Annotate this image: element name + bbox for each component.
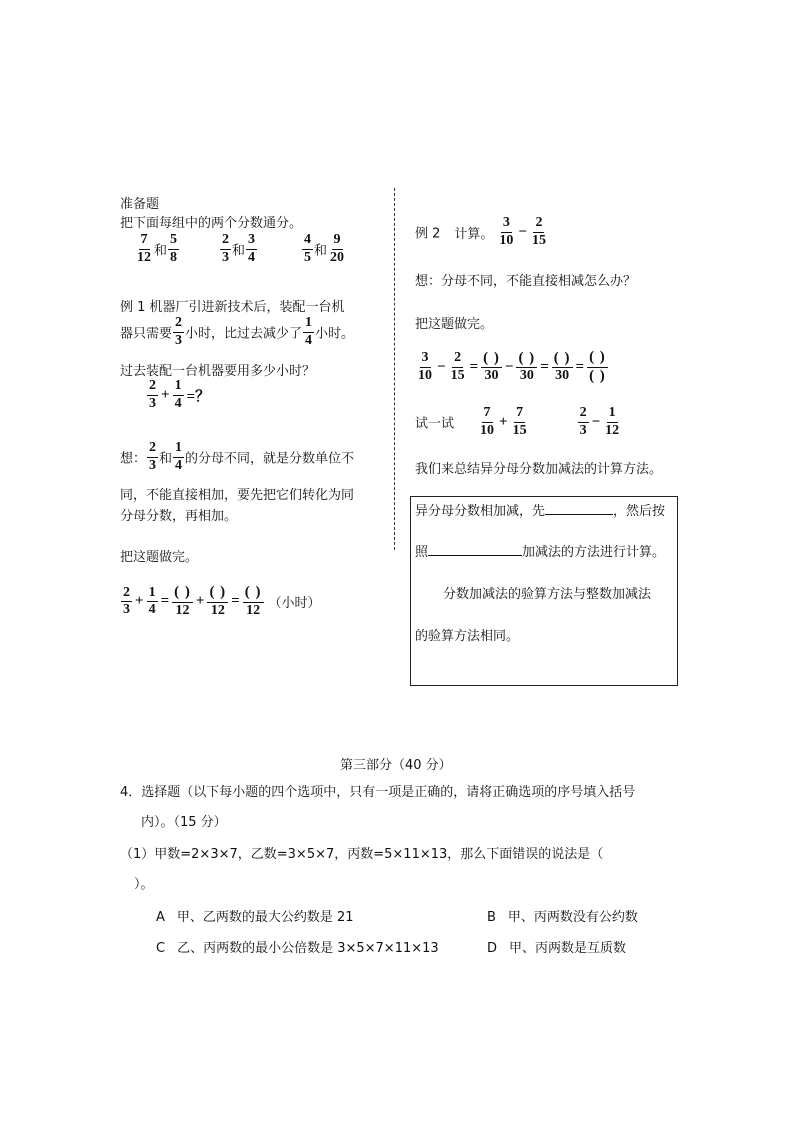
think-line1: 想： $\frac{2}{3}$ 和 $\frac{1}{4}$ 的分母不同，就是分数单位不 <box>120 440 355 473</box>
q4-line1: 4．选择题（以下每小题的四个选项中，只有一项是正确的，请将正确选项的序号填入括号 <box>120 785 636 800</box>
q1-line2: ）。 <box>134 877 154 892</box>
example1-line3: 过去装配一台机器要用多少小时？ <box>120 364 316 379</box>
pair-3: $\frac{4}{5}$ 和 $\frac{9}{20}$ <box>304 232 345 265</box>
fraction: $\frac{3}{4}$ <box>248 232 256 265</box>
fraction: $\frac{4}{5}$ <box>304 232 311 265</box>
summary-intro: 我们来总结异分母分数加减法的计算方法。 <box>415 462 663 477</box>
fraction: $\frac{7}{12}$ <box>137 232 151 265</box>
example1-equation: $\frac{2}{3}$ + $\frac{1}{4}$ =？ <box>149 378 211 411</box>
option-b: B 甲、丙两数没有公约数 <box>487 910 638 925</box>
example2: 例 2 计算。 $\frac{3}{10}$ − $\frac{2}{15}$ <box>415 215 546 248</box>
prep-title: 准备题 <box>120 197 160 212</box>
think-line2: 同，不能直接相加，要先把它们转化为同 <box>120 488 355 503</box>
do-it-left: 把这题做完。 <box>120 550 199 565</box>
fraction: $\frac{2}{3}$ <box>222 232 229 265</box>
box-line2: 照 加减法的方法进行计算。 <box>415 545 666 560</box>
pair-2: $\frac{2}{3}$ 和 $\frac{3}{4}$ <box>222 232 256 265</box>
example1-line2: 器只需要 $\frac{2}{3}$ 小时，比过去减少了 $\frac{1}{4}$ 小时。 <box>120 315 355 348</box>
q4-line2: 内）。（15 分） <box>141 815 227 830</box>
think-right: 想：分母不同，不能直接相减怎么办？ <box>415 274 637 289</box>
blank-1 <box>545 514 613 515</box>
fraction: $\frac{5}{8}$ <box>170 232 178 265</box>
final-equation: $\frac{2}{3}$ + $\frac{1}{4}$ = $\frac{( )}{12}$ + $\frac{( )}{12}$ = $\frac{( )}{12}$ （小时） <box>123 584 321 618</box>
try-it: 试一试 $\frac{7}{10}$ + $\frac{7}{15}$ $\frac{2}{3}$ − $\frac{1}{12}$ <box>415 405 620 438</box>
part3-title: 第三部分（40 分） <box>340 758 452 773</box>
pair-1: $\frac{7}{12}$ 和 $\frac{5}{8}$ <box>137 232 178 265</box>
prep-instruction: 把下面每组中的两个分数通分。 <box>120 216 303 231</box>
box-line3: 分数加减法的验算方法与整数加减法 <box>443 587 652 602</box>
think-line3: 分母分数，再相加。 <box>120 509 238 524</box>
subtraction-work: $\frac{3}{10}$ − $\frac{2}{15}$ = $\frac{( )}{30}$ − $\frac{( )}{30}$ = $\frac{( )}{30}$ = $\frac{( )}{( )}$ <box>418 349 606 384</box>
q1-line1: （1）甲数=2×3×7，乙数=3×5×7，丙数=5×11×13，那么下面错误的说法是（ <box>120 847 604 862</box>
do-it-right: 把这题做完。 <box>415 317 494 332</box>
example1-line1: 例 1 机器厂引进新技术后，装配一台机 <box>120 300 345 315</box>
option-c: C 乙、丙两数的最小公倍数是 3×5×7×11×13 <box>156 941 439 956</box>
fraction: $\frac{9}{20}$ <box>330 232 345 265</box>
option-d: D 甲、丙两数是互质数 <box>487 941 627 956</box>
box-line1: 异分母分数相加减，先 ，然后按 <box>415 504 666 519</box>
column-divider <box>394 188 395 550</box>
blank-2 <box>428 555 522 556</box>
box-line4: 的验算方法相同。 <box>415 629 520 644</box>
option-a: A 甲、乙两数的最大公约数是 21 <box>156 910 354 925</box>
